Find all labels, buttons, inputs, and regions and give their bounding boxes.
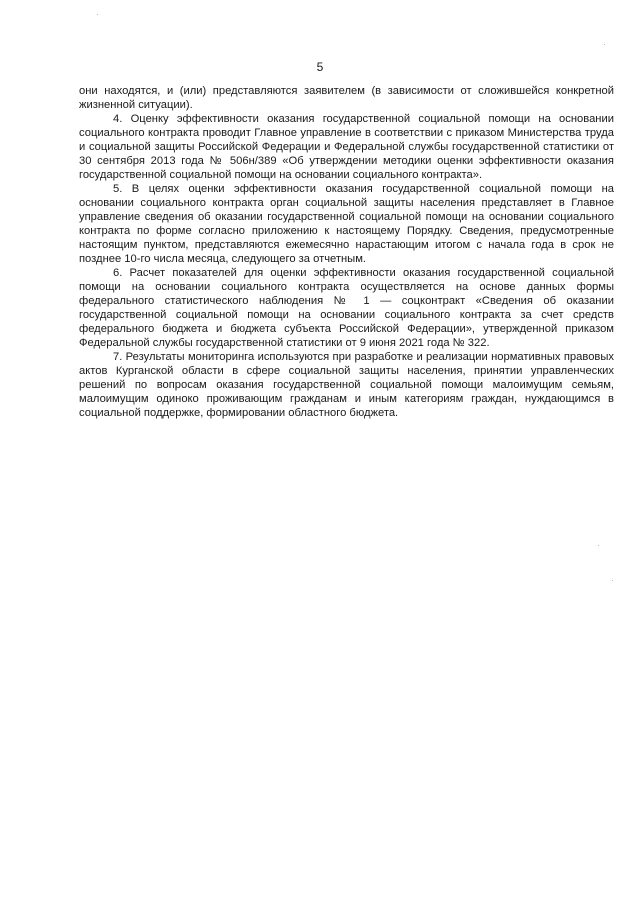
scan-speck (598, 545, 599, 546)
document-body (79, 84, 614, 420)
paragraph-item-7: 7. Результаты мониторинга используются при разработке и реализации нормативных правовых актов Курганской области в сфере социальной защиты населения, принятии управленческих решений по вопросам оказания государственной социальной помощи малоимущим семьям, малоимущим одиноко проживающим гражданам и иным категориям граждан, нуждающимся в социальной поддержке, формировании областного бюджета. (79, 351, 614, 419)
scan-speck (97, 14, 98, 15)
paragraph-continuation: они находятся, и (или) представляются заявителем (в зависимости от сложившейся конкретной жизненной ситуации). (79, 85, 614, 111)
scan-speck (612, 580, 613, 581)
paragraph-item-6: 6. Расчет показателей для оценки эффективности оказания государственной социальной помощи на основании социального контракта осуществляется на основе данных формы федерального статистического наблюдения № 1 — соцконтракт «Сведения об оказании государственной социальной помощи на основании социального контракта за счет средств федерального бюджета и бюджета субъекта Российской Федерации», утвержденной приказом Федеральной службы государственной статистики от 9 июня 2021 года № 322. (79, 267, 614, 349)
scan-speck (604, 44, 605, 45)
paragraph-item-4: 4. Оценку эффективности оказания государственной социальной помощи на основании социального контракта проводит Главное управление в соответствии с приказом Министерства труда и социальной защиты Российской Федерации и Федеральной службы государственной статистики от 30 сентября 2013 года № 506н/389 «Об утверждении методики оценки эффективности оказания государственной социальной помощи на основании социального контракта». (79, 113, 614, 181)
paragraph-item-5: 5. В целях оценки эффективности оказания государственной социальной помощи на основании социального контракта орган социальной защиты населения представляет в Главное управление сведения об оказании государственной социальной помощи на основании социального контракта по форме согласно приложению к настоящему Порядку. Сведения, предусмотренные настоящим пунктом, представляются ежемесячно нарастающим итогом с начала года в срок не позднее 10-го числа месяца, следующего за отчетным. (79, 183, 614, 265)
page-number: 5 (316, 60, 324, 74)
